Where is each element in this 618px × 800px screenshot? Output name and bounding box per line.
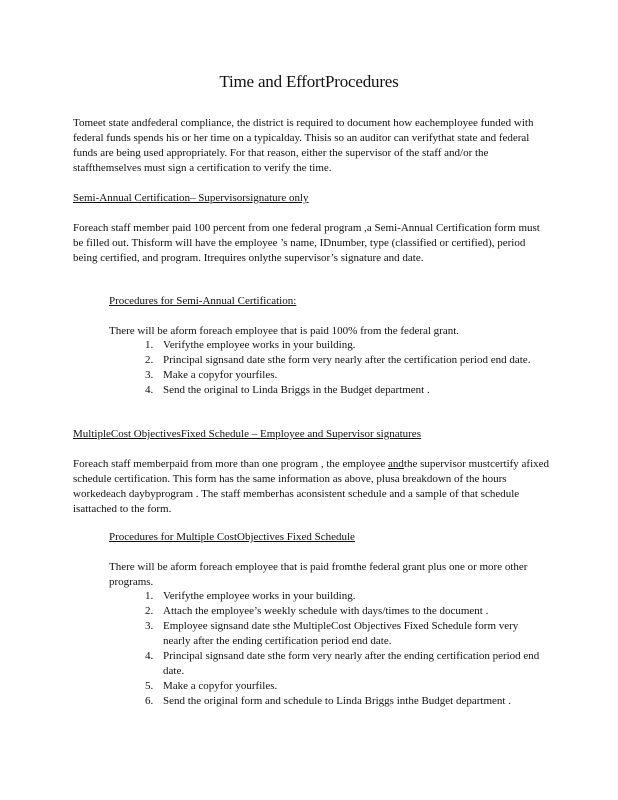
step-number: 4. — [145, 650, 154, 662]
list-item — [145, 353, 540, 368]
step-number: 1. — [145, 590, 154, 602]
step-text: Verifythe employee works in your building. — [163, 590, 356, 602]
step-number: 6. — [145, 695, 154, 707]
description-part-2: the supervisor mustcertify afixed schedule certification. This form has the same information as above, plusa breakdown of the hours workedeach daybyprogram . The staff memberhas aconsistent schedule and a sample of that schedule isattached to the form. — [73, 458, 550, 515]
semi-annual-procedures-intro: There will be aform foreach employee that is paid 100% from the federal grant. — [109, 325, 460, 337]
list-item — [145, 694, 540, 709]
multiple-cost-procedures-heading: Procedures for Multiple CostObjectives Fixed Schedule — [109, 531, 355, 543]
step-text: Make a copyfor yourfiles. — [163, 369, 278, 381]
and-underlined: and — [388, 458, 404, 470]
step-text: Send the original to Linda Briggs in the Budget department . — [163, 384, 430, 396]
step-text: Send the original form and schedule to Linda Briggs inthe Budget department . — [163, 695, 511, 707]
step-text: Principal signsand date sthe form very nearly after the certification period end date. — [163, 354, 531, 366]
intro-paragraph: Tomeet state andfederal compliance, the district is required to document how eachemployee funded with federal funds spends his or her time on a typicalday. Thisis so an auditor can verifythat state and federal funds are being used appropriately. For that reason, either the supervisor of the staff and/or the staffthemselves must sign a certification to verify the time. — [73, 117, 534, 174]
step-number: 1. — [145, 339, 154, 351]
list-item — [145, 604, 540, 619]
step-number: 2. — [145, 354, 154, 366]
multiple-cost-heading: MultipleCost ObjectivesFixed Schedule – Employee and Supervisor signatures — [73, 428, 421, 440]
list-item — [145, 383, 540, 398]
page-title: Time and EffortProcedures — [219, 72, 399, 91]
semi-annual-procedures-heading: Procedures for Semi-Annual Certification: — [109, 295, 297, 307]
list-item — [145, 619, 540, 649]
list-item — [145, 338, 540, 353]
semi-annual-description: Foreach staff member paid 100 percent from one federal program ,a Semi-Annual Certification form must be filled out. Thisform will have the employee ’s name, IDnumber, type (classified or certified), period being certified, and program. Itrequires onlythe supervisor’s signature and date. — [73, 222, 540, 264]
step-number: 4. — [145, 384, 154, 396]
step-number: 3. — [145, 620, 154, 632]
step-text: Verifythe employee works in your building. — [163, 339, 356, 351]
step-text: Attach the employee’s weekly schedule with days/times to the document . — [163, 605, 489, 617]
multiple-cost-description — [73, 457, 551, 517]
step-number: 2. — [145, 605, 154, 617]
step-number: 3. — [145, 369, 154, 381]
semi-annual-heading: Semi-Annual Certification– Supervisorsignature only — [73, 192, 309, 204]
description-part-1: Foreach staff memberpaid from more than one program , the employee — [73, 458, 389, 470]
list-item — [145, 679, 540, 694]
multiple-cost-procedures-intro: There will be aform foreach employee that is paid fromthe federal grant plus one or more other programs. — [109, 561, 528, 588]
list-item — [145, 649, 540, 679]
step-text: Principal signsand date sthe form very nearly after the ending certification period end date. — [163, 650, 540, 677]
step-text: Employee signsand date sthe MultipleCost Objectives Fixed Schedule form very nearly after the ending certification period end date. — [163, 620, 519, 647]
list-item — [145, 368, 540, 383]
list-item — [145, 589, 540, 604]
step-text: Make a copyfor yourfiles. — [163, 680, 278, 692]
step-number: 5. — [145, 680, 154, 692]
semi-annual-steps-list — [145, 338, 540, 398]
multiple-cost-steps-list — [145, 589, 540, 709]
